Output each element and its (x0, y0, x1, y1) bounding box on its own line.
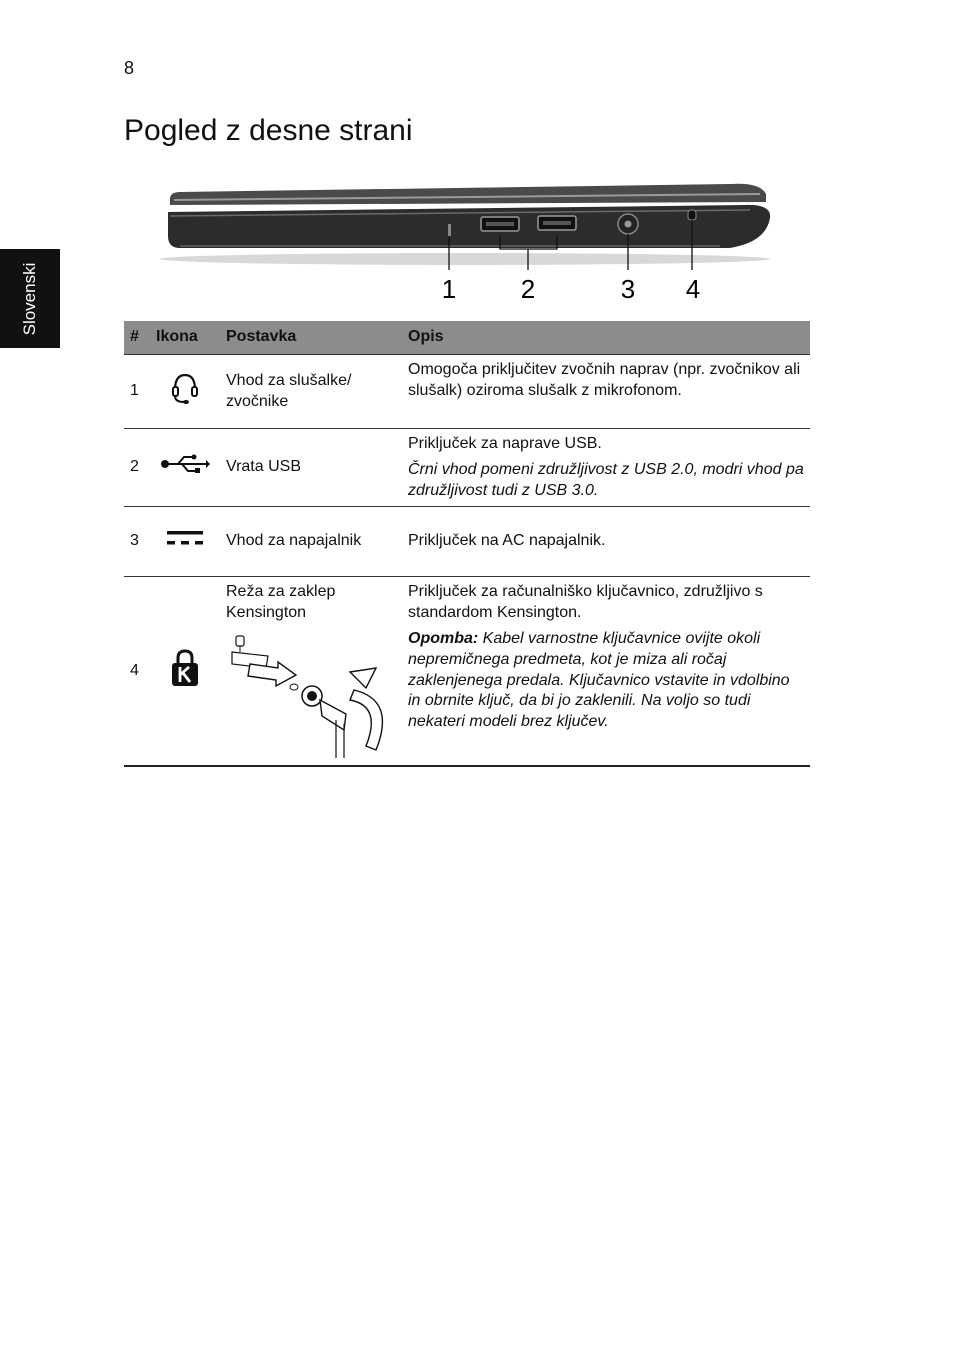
laptop-illustration (160, 184, 770, 270)
table-row (124, 429, 810, 507)
row-description: Priključek za naprave USB. (408, 435, 602, 452)
note-label: Opomba: (408, 629, 479, 647)
row-description: Priključek na AC napajalnik. (408, 532, 606, 550)
kensington-lock-icon (170, 649, 200, 687)
callout-4: 4 (685, 274, 701, 304)
callout-2: 2 (520, 274, 536, 304)
headset-icon (170, 370, 200, 406)
header-description: Opis (402, 321, 810, 355)
row-number: 4 (124, 577, 150, 766)
row-item: Reža za zaklep Kensington (226, 583, 336, 622)
laptop-right-side-diagram (160, 172, 780, 312)
language-side-tab (0, 249, 60, 348)
ports-table (124, 321, 810, 767)
callout-1: 1 (441, 274, 457, 304)
row-item: Vrata USB (220, 429, 402, 507)
usb-icon (160, 453, 210, 475)
table-row (124, 577, 810, 766)
dc-power-icon (166, 528, 204, 548)
header-item: Postavka (220, 321, 402, 355)
row-number: 3 (124, 507, 150, 577)
kensington-lock-illustration (226, 630, 396, 760)
row-number: 1 (124, 355, 150, 429)
table-header-row (124, 321, 810, 355)
language-label: Slovenski (20, 262, 39, 335)
row-description: Priključek za računalniško ključavnico, združljivo s standardom Kensington. (408, 583, 763, 622)
table-row (124, 507, 810, 577)
page-title: Pogled z desne strani (124, 114, 413, 147)
row-number: 2 (124, 429, 150, 507)
page-number: 8 (124, 58, 135, 78)
row-item: Vhod za napajalnik (220, 507, 402, 577)
row-note: Kabel varnostne ključavnice ovijte okoli nepremičnega predmeta, kot je miza ali ročaj zaklenjenega predala. Ključavnico vstavite in vdolbino in obrnite ključ, da bi jo zaklenili. Na voljo so tudi nekateri modeli brez ključev. (408, 629, 790, 731)
table-row (124, 355, 810, 429)
row-note: Črni vhod pomeni združljivost z USB 2.0, modri vhod pa združljivost tudi z USB 3.0. (408, 460, 804, 499)
row-item: Vhod za slušalke/ zvočnike (220, 355, 402, 429)
header-number: # (124, 321, 150, 355)
callout-3: 3 (620, 274, 636, 304)
row-description: Omogoča priključitev zvočnih naprav (npr. zvočnikov ali slušalk) oziroma slušalk z mikrofonom. (408, 361, 801, 399)
header-icon: Ikona (150, 321, 220, 355)
